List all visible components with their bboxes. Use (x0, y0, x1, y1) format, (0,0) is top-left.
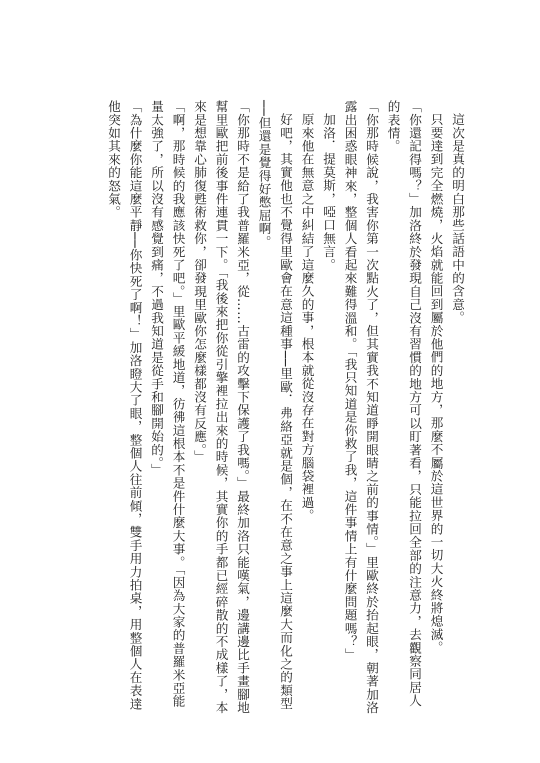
paragraph: 好吧，其實他也不覺得里歐會在意這種事──里歐．弗絡亞就是個，在不在意之事上這麼大而化之的類型──但還是覺得好憋屈啊。 (256, 100, 293, 710)
paragraph: 「你那時不是給了我普羅米亞，從……古雷的攻擊下保護了我嗎。」最終加洛只能嘆氣，邊講邊比手畫腳地幫里歐把前後事件連貫一下。「我後來把你從引擎裡拉出來的時候，其實你的手都已經碎散的不成樣了，本來是想靠心肺復甦術救你，卻發現里歐你怎麼樣都沒有反應。」 (192, 100, 250, 715)
paragraph: 這次是真的明白那些話語中的含意。 (450, 112, 465, 324)
paragraph: 加洛．提莫斯，啞口無言。 (321, 112, 336, 271)
paragraph: 原來他在無意之中糾結了這麼久的事，根本就從沒存在對方腦袋裡過。 (299, 112, 315, 522)
vertical-text-body (103, 100, 469, 720)
paragraph: 「你那時候說，我害你第一次點火了，但其實我不知道睜開眼睛之前的事情。」里歐終於抬起眼，朝著加洛露出困惑眼神來，整個人看起來難得溫和。「我只知道是你救了我，這件事情上有什麼問題嗎？」 (342, 100, 379, 715)
paragraph: 只要達到完全燃燒，火焰就能回到屬於他們的地方，那麼不屬於這世界的一切大火終將熄滅。 (428, 112, 444, 654)
paragraph: 「為什麼你能這麼平靜──你快死了啊！」加洛瞪大了眼，整個人往前傾，雙手用力拍桌，用整個人在表達他突如其來的怒氣。 (106, 100, 143, 711)
paragraph: 「你還記得嗎？」加洛終於發現自己沒有習慣的地方可以盯著看，只能拉回全部的注意力，去觀察同居人的表情。 (385, 100, 422, 708)
paragraph: 「啊，那時候的我應該快死了吧。」里歐平緩地道，彷彿這根本不是件什麼大事。「因為大家的普羅米亞能量太強了，所以沒有感覺到痛，不過我知道是從手和腳開始的。」 (149, 100, 186, 708)
